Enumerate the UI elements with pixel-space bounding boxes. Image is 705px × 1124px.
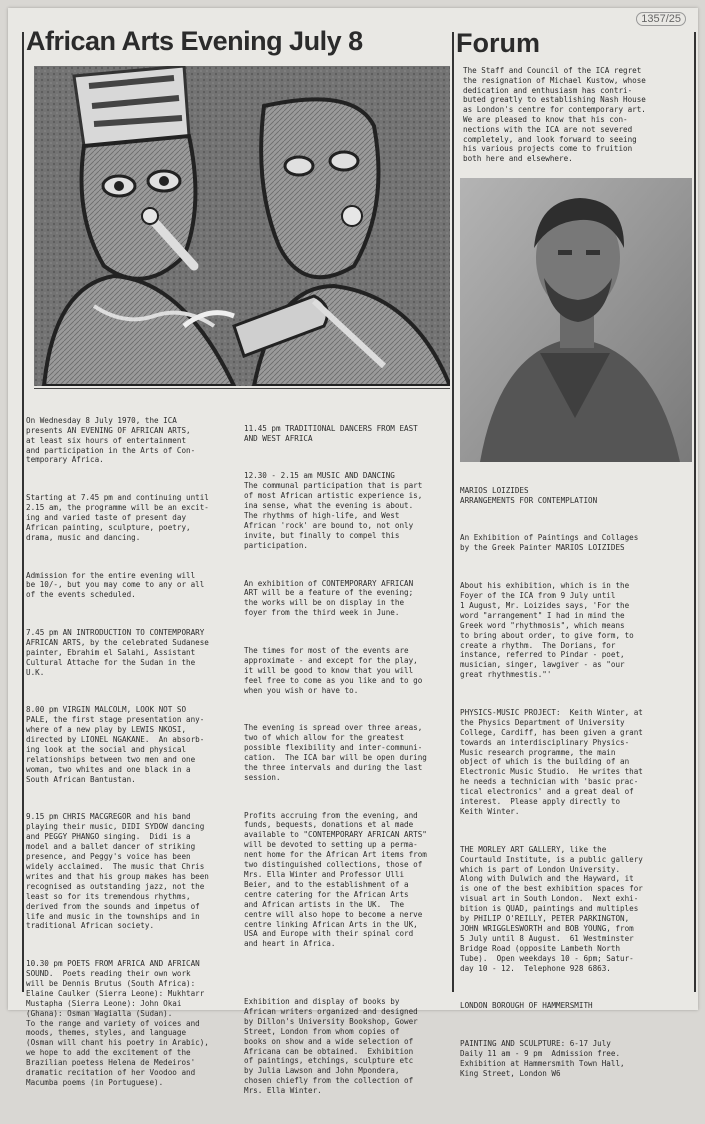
forum-title: Forum <box>456 28 540 58</box>
paragraph: About his exhibition, which is in the Foyer of the ICA from 9 July until 1 August, Mr. Loizides says, 'For the word "arrangement" I had in mind the Greek word "rhythmosis", which means to bring about order, to give form, to create a rhythm. The Dorians, for instance, referred to Pindar - poet, musician, singer, lawgiver - as "our great rhythmestis."' <box>460 581 634 680</box>
paragraph: PAINTING AND SCULPTURE: 6-17 July Daily 11 am - 9 pm Admission free. Exhibition at Hammersmith Town Hall, King Street, London W6 <box>460 1039 625 1078</box>
paragraph: Admission for the entire evening will be 10/-, but you may come to any or all of the events scheduled. <box>26 570 205 600</box>
paragraph: 10.30 pm POETS FROM AFRICA AND AFRICAN SOUND. Poets reading their own work will be Dennis Brutus (South Africa): Elaine Caulker (Sierra Leone): Mukhtarr Mustapha (Sierra Leone): John Okai (Ghana): Osman Wagialla (Sudan). To the range and variety of voices and moods, themes, styles, and language (Osman will chant his poetry in Arabic), we hope to add the excitement of the Brazilian poetess Helena de Medeiros' dramatic recitation of her Voodoo and Macumba poems (in Portuguese). <box>26 959 209 1087</box>
paragraph: THE MORLEY ART GALLERY, like the Courtauld Institute, is a public gallery which is part of London University. Along with Dulwich and the Hayward, it is one of the best exhibition spaces for visual art in South London. Next exhi- bition is QUAD, paintings and multiples by PHILIP O'REILLY, PETER PARKINGTON, JOHN WRIGGLESWORTH and BOB YOUNG, from 5 July until 8 August. 61 Westminster Bridge Road (opposite Lambeth North Tube). Open weekdays 10 - 6pm; Satur- day 10 - 12. Telephone 928 6863. <box>460 844 643 973</box>
left-border-line <box>22 32 24 992</box>
column-divider-line <box>452 32 454 992</box>
column-1 <box>26 396 241 1116</box>
paragraph: 7.45 pm AN INTRODUCTION TO CONTEMPORARY AFRICAN ARTS, by the celebrated Sudanese painter, Ebrahim el Salahi, Assistant Cultural Attache for the Sudan in the U.K. <box>26 628 209 677</box>
paragraph: Exhibition and display of books by African writers organized and designed by Dillon's University Bookshop, Gower Street, London from whom copies of books on show and a wide selection of Africana can be obtained. Exhibition of paintings, etchings, sculpture etc by Julia Lawson and John Mpondera, chosen chiefly from the collection of Mrs. Ella Winter. <box>244 997 418 1096</box>
paragraph: Starting at 7.45 pm and continuing until 2.15 am, the programme will be an excit- ing and varied taste of present day African painting, sculpture, poetry, drama, music and dancing. <box>26 493 209 542</box>
paragraph: The evening is spread over three areas, two of which allow for the greatest possible flexibility and inter-communi- cation. The ICA bar will be open during the three intervals and during the last session. <box>244 723 427 782</box>
art-bottom-rule <box>34 388 450 389</box>
marios-loizides-photo <box>460 178 692 462</box>
paragraph: 12.30 - 2.15 am MUSIC AND DANCING The communal participation that is part of most African artistic experience is, ina sense, what the evening is about. The rhythms of high-life, and West African 'rock' are bound to, not only invite, but finally to compel this participation. <box>244 471 423 550</box>
african-art-illustration <box>34 66 450 386</box>
artwork-drawing <box>34 66 450 386</box>
column-2 <box>244 404 452 1124</box>
paragraph: 11.45 pm TRADITIONAL DANCERS FROM EAST AND WEST AFRICA <box>244 423 418 443</box>
section-heading: LONDON BOROUGH OF HAMMERSMITH <box>460 1001 593 1011</box>
paragraph: On Wednesday 8 July 1970, the ICA presents AN EVENING OF AFRICAN ARTS, at least six hours of entertainment and participation in the Arts of Con- temporary Africa. <box>26 415 196 465</box>
newsletter-page <box>8 8 698 1096</box>
paragraph: 8.00 pm VIRGIN MALCOLM, LOOK NOT SO PALE, the first stage presentation any- where of a new play by LEWIS NKOSI, directed by LIONEL NGAKANE. An absorb- ing look at the social and physical relationships between two men and one woman, two whites and one black in a South African Bantustan. <box>26 705 205 784</box>
archive-mark: 1357/25 <box>636 12 686 26</box>
paragraph: Profits accruing from the evening, and funds, bequests, donations et al made available to "CONTEMPORARY AFRICAN ARTS" will be devoted to setting up a perma- nent home for the African Art items from two distinguished collections, those of Mrs. Ella Winter and Professor Ulli Beier, and to the establishment of a centre catering for the African Arts and African artists in the UK. The centre will also hope to become a nerve centre linking African Arts in the UK, USA and Europe with their spinal cord and heart in Africa. <box>244 810 427 949</box>
portrait-drawing <box>460 178 692 462</box>
headline: African Arts Evening July 8 <box>26 26 363 56</box>
paragraph: 9.15 pm CHRIS MACGREGOR and his band playing their music, DIDI SYDOW dancing and PEGGY PHANGO singing. Didi is a model and a ballet dancer of striking presence, and Peggy's voice has been widely acclaimed. The music that Chris writes and that his group makes has been recognised as outstanding jazz, not the least so for its tremendous rhythms, derived from the sounds and impetus of life and music in the townships and in traditional African society. <box>26 812 209 931</box>
paragraph: An Exhibition of Paintings and Collages by the Greek Painter MARIOS LOIZIDES <box>460 533 639 553</box>
column-3 <box>460 466 692 1106</box>
exhibition-heading: MARIOS LOIZIDES ARRANGEMENTS FOR CONTEMPLATION <box>460 485 598 505</box>
paragraph: An exhibition of CONTEMPORARY AFRICAN ART will be a feature of the evening; the works will be on display in the foyer from the third week in June. <box>244 578 414 618</box>
paragraph: PHYSICS-MUSIC PROJECT: Keith Winter, at the Physics Department of University College, Cardiff, has been given a grant towards an interdisciplinary Physics- Music research programme, the main object of which is the building of an Electronic Music Studio. He writes that he needs a technician with 'basic prac- tical electronics' and a great deal of interest. Please apply directly to Keith Winter. <box>460 707 643 816</box>
forum-intro: The Staff and Council of the ICA regret the resignation of Michael Kustow, whose dedication and enthusiasm has contri- buted greatly to establishing Nash House as London's centre for contemporary art. We are pleased to know that his con- nections with the ICA are not severed completely, and look forward to seeing his various projects come to fruition both here and elsewhere. <box>463 66 646 164</box>
paragraph: The times for most of the events are approximate - and except for the play, it will be good to know that you will feel free to come as you like and to go when you wish or have to. <box>244 645 423 695</box>
right-border-line <box>694 32 696 992</box>
